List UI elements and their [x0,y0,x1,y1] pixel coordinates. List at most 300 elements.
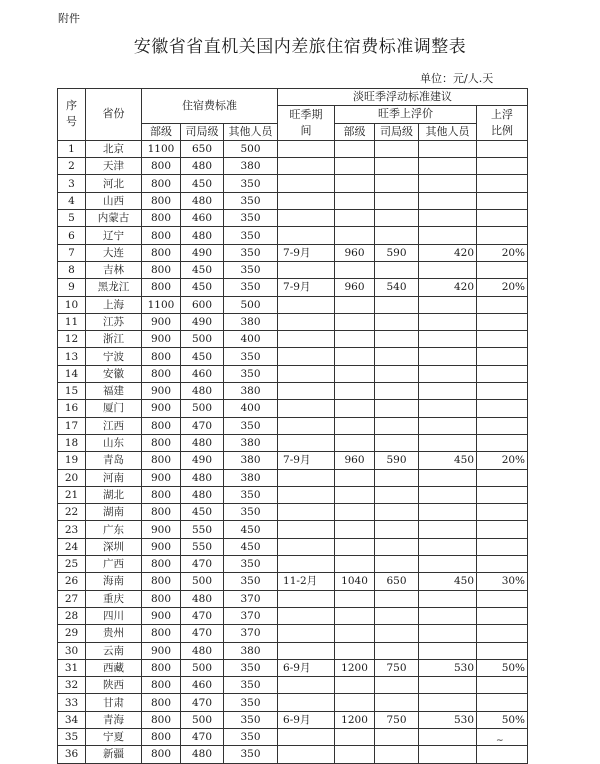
cell-province: 广东 [86,521,142,538]
cell-dept: 900 [142,642,181,659]
cell-dept: 800 [142,348,181,365]
cell-period [278,348,335,365]
cell-p-dept [335,521,375,538]
table-row [58,313,528,330]
cell-dept: 900 [142,313,181,330]
cell-province: 青岛 [86,452,142,469]
cell-seq: 11 [58,313,86,330]
header-peak-period: 旺季期 间 [278,106,335,141]
table-row [58,192,528,209]
cell-p-bureau: 590 [375,244,419,261]
cell-seq: 2 [58,158,86,175]
cell-period [278,469,335,486]
cell-dept: 800 [142,677,181,694]
cell-p-bureau [375,210,419,227]
unit-label: 单位：元/人.天 [420,72,494,85]
table-row [58,504,528,521]
table-row [58,452,528,469]
cell-ratio [477,434,528,451]
cell-province: 江西 [86,417,142,434]
header-peak-dept: 部级 [335,123,375,140]
cell-seq: 32 [58,677,86,694]
header-peak-price: 旺季上浮价 [335,106,477,123]
cell-p-dept [335,296,375,313]
cell-p-dept [335,538,375,555]
cell-others: 370 [224,625,278,642]
cell-period [278,400,335,417]
cell-period [278,556,335,573]
cell-others: 350 [224,175,278,192]
cell-p-others [419,296,477,313]
cell-seq: 30 [58,642,86,659]
cell-period [278,538,335,555]
cell-p-dept [335,556,375,573]
cell-bureau: 480 [181,486,224,503]
cell-p-others [419,556,477,573]
cell-dept: 800 [142,244,181,261]
cell-p-bureau [375,486,419,503]
header-float-group: 淡旺季浮动标准建议 [278,89,528,106]
cell-others: 350 [224,711,278,728]
cell-p-others: 450 [419,452,477,469]
cell-p-dept: 1200 [335,711,375,728]
cell-p-dept: 960 [335,244,375,261]
cell-others: 350 [224,556,278,573]
cell-p-dept [335,227,375,244]
cell-dept: 800 [142,504,181,521]
cell-period [278,261,335,278]
cell-period [278,590,335,607]
cell-others: 350 [224,486,278,503]
cell-province: 厦门 [86,400,142,417]
cell-ratio: 50% [477,711,528,728]
cell-p-bureau [375,140,419,157]
cell-seq: 35 [58,728,86,745]
table-row [58,694,528,711]
table-row [58,348,528,365]
cell-dept: 800 [142,261,181,278]
cell-p-dept: 1040 [335,573,375,590]
cell-p-dept [335,210,375,227]
cell-ratio [477,348,528,365]
cell-period: 11-2月 [278,573,335,590]
cell-p-bureau [375,694,419,711]
cell-p-others [419,417,477,434]
cell-p-others [419,227,477,244]
cell-dept: 800 [142,711,181,728]
cell-p-bureau: 750 [375,659,419,676]
cell-period [278,642,335,659]
cell-ratio [477,192,528,209]
cell-seq: 36 [58,746,86,763]
table-row [58,210,528,227]
cell-ratio [477,469,528,486]
cell-p-others [419,486,477,503]
cell-p-dept [335,434,375,451]
cell-bureau: 550 [181,538,224,555]
cell-period [278,210,335,227]
cell-p-dept [335,331,375,348]
table-row [58,296,528,313]
cell-others: 350 [224,192,278,209]
cell-p-dept [335,140,375,157]
cell-bureau: 470 [181,607,224,624]
table-row [58,469,528,486]
table-row [58,556,528,573]
cell-bureau: 450 [181,279,224,296]
cell-province: 西藏 [86,659,142,676]
cell-period [278,365,335,382]
cell-ratio [477,331,528,348]
cell-dept: 800 [142,746,181,763]
cell-p-dept: 960 [335,279,375,296]
cell-p-bureau [375,556,419,573]
cell-p-others [419,521,477,538]
cell-dept: 800 [142,210,181,227]
cell-bureau: 470 [181,625,224,642]
table-row [58,434,528,451]
cell-others: 450 [224,521,278,538]
cell-bureau: 470 [181,694,224,711]
cell-bureau: 600 [181,296,224,313]
cell-dept: 800 [142,556,181,573]
table-row [58,607,528,624]
cell-bureau: 460 [181,210,224,227]
cell-province: 云南 [86,642,142,659]
cell-p-bureau [375,728,419,745]
header-bureau: 司局级 [181,123,224,140]
cell-dept: 800 [142,175,181,192]
header-dept: 部级 [142,123,181,140]
cell-ratio [477,210,528,227]
cell-p-others [419,331,477,348]
cell-others: 350 [224,504,278,521]
cell-p-others [419,746,477,763]
cell-seq: 34 [58,711,86,728]
cell-p-others [419,365,477,382]
cell-others: 350 [224,659,278,676]
table-row [58,400,528,417]
cell-ratio [477,521,528,538]
cell-ratio [477,556,528,573]
cell-others: 350 [224,677,278,694]
cell-ratio [477,642,528,659]
cell-seq: 23 [58,521,86,538]
cell-p-others [419,175,477,192]
cell-others: 400 [224,331,278,348]
cell-bureau: 480 [181,642,224,659]
cell-ratio [477,261,528,278]
table-row [58,538,528,555]
cell-period [278,434,335,451]
cell-period [278,486,335,503]
cell-province: 江苏 [86,313,142,330]
cell-p-bureau [375,296,419,313]
cell-dept: 800 [142,434,181,451]
cell-others: 450 [224,538,278,555]
cell-p-dept [335,590,375,607]
cell-bureau: 480 [181,158,224,175]
cell-seq: 15 [58,383,86,400]
cell-p-bureau: 540 [375,279,419,296]
cell-p-dept [335,192,375,209]
table-row [58,365,528,382]
cell-period [278,417,335,434]
cell-others: 350 [224,417,278,434]
cell-p-bureau [375,175,419,192]
cell-province: 大连 [86,244,142,261]
cell-p-others [419,192,477,209]
cell-province: 海南 [86,573,142,590]
cell-p-bureau [375,521,419,538]
page-mark: ~ [496,736,504,746]
cell-dept: 900 [142,538,181,555]
cell-others: 350 [224,279,278,296]
cell-bureau: 490 [181,452,224,469]
cell-p-bureau [375,434,419,451]
cell-dept: 900 [142,331,181,348]
cell-bureau: 500 [181,400,224,417]
cell-ratio [477,383,528,400]
cell-seq: 10 [58,296,86,313]
table-row [58,728,528,745]
cell-others: 380 [224,434,278,451]
cell-dept: 900 [142,469,181,486]
cell-bureau: 470 [181,556,224,573]
cell-period [278,746,335,763]
cell-others: 350 [224,210,278,227]
cell-others: 350 [224,244,278,261]
cell-p-dept [335,642,375,659]
cell-period [278,175,335,192]
cell-seq: 21 [58,486,86,503]
cell-p-others [419,728,477,745]
cell-ratio [477,365,528,382]
cell-others: 380 [224,452,278,469]
cell-dept: 800 [142,573,181,590]
cell-others: 370 [224,590,278,607]
cell-ratio [477,140,528,157]
cell-p-dept [335,504,375,521]
cell-p-bureau [375,538,419,555]
cell-others: 350 [224,227,278,244]
cell-p-others [419,210,477,227]
cell-p-bureau [375,746,419,763]
cell-p-dept: 960 [335,452,375,469]
table-row [58,383,528,400]
header-float-ratio: 上浮 比例 [477,106,528,141]
cell-p-dept [335,469,375,486]
table-row [58,244,528,261]
cell-bureau: 480 [181,469,224,486]
cell-dept: 800 [142,486,181,503]
cell-bureau: 500 [181,573,224,590]
cell-p-others [419,313,477,330]
cell-period [278,383,335,400]
cell-province: 天津 [86,158,142,175]
cell-dept: 800 [142,279,181,296]
cell-others: 380 [224,469,278,486]
cell-seq: 27 [58,590,86,607]
cell-seq: 19 [58,452,86,469]
cell-p-bureau [375,383,419,400]
cell-dept: 800 [142,158,181,175]
cell-others: 350 [224,694,278,711]
cell-p-bureau [375,261,419,278]
cell-bureau: 550 [181,521,224,538]
table-row [58,331,528,348]
cell-p-dept [335,313,375,330]
cell-p-bureau [375,469,419,486]
header-peak-others: 其他人员 [419,123,477,140]
cell-p-bureau [375,331,419,348]
cell-others: 380 [224,642,278,659]
cell-p-others [419,348,477,365]
cell-p-bureau [375,607,419,624]
cell-p-others [419,469,477,486]
cell-period: 6-9月 [278,659,335,676]
cell-dept: 1100 [142,140,181,157]
cell-bureau: 490 [181,313,224,330]
cell-p-others [419,625,477,642]
table-row [58,140,528,157]
table-row [58,227,528,244]
cell-seq: 17 [58,417,86,434]
cell-period [278,607,335,624]
cell-others: 350 [224,348,278,365]
cell-p-bureau [375,590,419,607]
cell-ratio [477,538,528,555]
cell-period [278,227,335,244]
cell-period [278,140,335,157]
cell-p-dept [335,677,375,694]
cell-dept: 1100 [142,296,181,313]
cell-seq: 29 [58,625,86,642]
cell-p-dept [335,261,375,278]
cell-province: 宁夏 [86,728,142,745]
cell-province: 内蒙古 [86,210,142,227]
cell-ratio: 20% [477,279,528,296]
cell-p-dept [335,383,375,400]
cell-dept: 900 [142,521,181,538]
cell-province: 吉林 [86,261,142,278]
cell-others: 380 [224,158,278,175]
cell-province: 上海 [86,296,142,313]
table-row [58,261,528,278]
cell-province: 北京 [86,140,142,157]
cell-seq: 4 [58,192,86,209]
cell-bureau: 450 [181,175,224,192]
cell-others: 500 [224,140,278,157]
cell-bureau: 480 [181,227,224,244]
cell-province: 山西 [86,192,142,209]
cell-ratio [477,607,528,624]
cell-others: 350 [224,746,278,763]
cell-ratio [477,486,528,503]
cell-ratio [477,694,528,711]
cell-seq: 16 [58,400,86,417]
cell-seq: 25 [58,556,86,573]
cell-period [278,504,335,521]
cell-seq: 33 [58,694,86,711]
cell-dept: 800 [142,728,181,745]
table-row [58,746,528,763]
cell-p-others [419,607,477,624]
cell-province: 山东 [86,434,142,451]
header-others: 其他人员 [224,123,278,140]
cell-bureau: 500 [181,331,224,348]
cell-period [278,694,335,711]
cell-province: 陕西 [86,677,142,694]
cell-p-others [419,504,477,521]
cell-others: 350 [224,728,278,745]
cell-seq: 9 [58,279,86,296]
cell-dept: 800 [142,625,181,642]
header-peak-bureau: 司局级 [375,123,419,140]
cell-p-dept [335,746,375,763]
cell-p-dept [335,365,375,382]
cell-province: 黑龙江 [86,279,142,296]
cell-p-others [419,261,477,278]
cell-p-others [419,158,477,175]
cell-province: 贵州 [86,625,142,642]
cell-p-bureau [375,365,419,382]
cell-dept: 800 [142,694,181,711]
table-row [58,279,528,296]
cell-province: 宁波 [86,348,142,365]
cell-p-dept [335,607,375,624]
cell-period: 6-9月 [278,711,335,728]
cell-ratio [477,313,528,330]
table-row [58,590,528,607]
cell-seq: 28 [58,607,86,624]
cell-bureau: 480 [181,746,224,763]
cell-ratio [477,400,528,417]
cell-seq: 24 [58,538,86,555]
cell-p-bureau [375,504,419,521]
cell-bureau: 650 [181,140,224,157]
table-row [58,573,528,590]
cell-province: 深圳 [86,538,142,555]
cell-p-dept [335,175,375,192]
cell-p-dept [335,348,375,365]
cell-p-others [419,434,477,451]
cell-bureau: 460 [181,677,224,694]
cell-seq: 12 [58,331,86,348]
cell-bureau: 480 [181,434,224,451]
cell-p-bureau [375,400,419,417]
cell-others: 370 [224,607,278,624]
table-row [58,486,528,503]
cell-dept: 800 [142,452,181,469]
cell-p-dept [335,625,375,642]
cell-seq: 8 [58,261,86,278]
cell-ratio: 50% [477,659,528,676]
cell-ratio [477,175,528,192]
cell-p-dept [335,417,375,434]
cell-period: 7-9月 [278,244,335,261]
cell-p-others [419,400,477,417]
cell-province: 湖南 [86,504,142,521]
table-row [58,417,528,434]
cell-ratio: 20% [477,244,528,261]
cell-others: 380 [224,313,278,330]
cell-ratio [477,746,528,763]
cell-bureau: 450 [181,504,224,521]
table-row [58,659,528,676]
cell-ratio [477,677,528,694]
table-row [58,175,528,192]
